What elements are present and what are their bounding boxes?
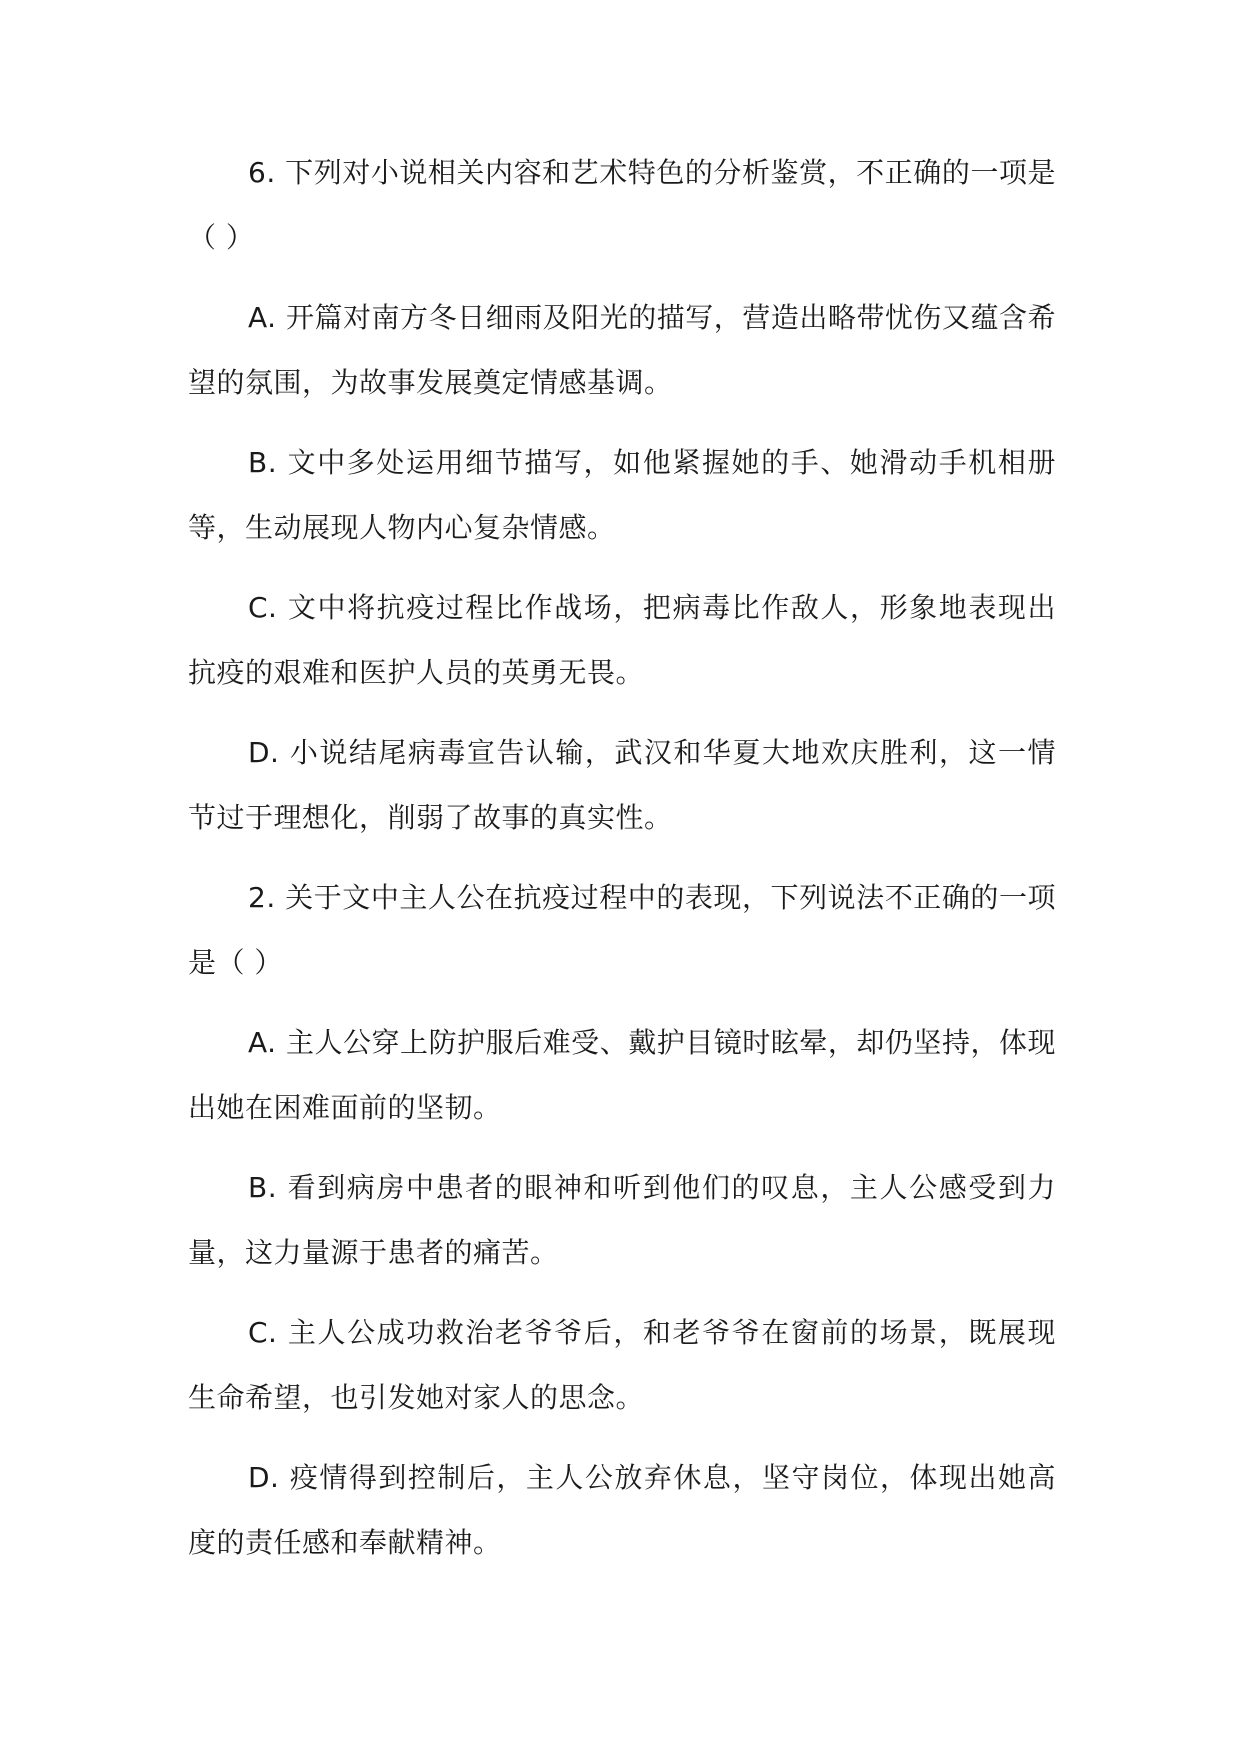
question-6-option-c: C. 文中将抗疫过程比作战场，把病毒比作敌人，形象地表现出抗疫的艰难和医护人员的英勇无畏。 xyxy=(188,591,1056,689)
question-6-option-d: D. 小说结尾病毒宣告认输，武汉和华夏大地欢庆胜利，这一情节过于理想化，削弱了故事的真实性。 xyxy=(188,736,1056,834)
question-2-option-b: B. 看到病房中患者的眼神和听到他们的叹息，主人公感受到力量，这力量源于患者的痛苦。 xyxy=(188,1171,1056,1269)
question-2-option-a: A. 主人公穿上防护服后难受、戴护目镜时眩晕，却仍坚持，体现出她在困难面前的坚韧。 xyxy=(188,1026,1056,1124)
document-page xyxy=(188,140,1056,1590)
question-2-option-d: D. 疫情得到控制后，主人公放弃休息，坚守岗位，体现出她高度的责任感和奉献精神。 xyxy=(188,1461,1056,1559)
question-6-stem: 6. 下列对小说相关内容和艺术特色的分析鉴赏，不正确的一项是（ ） xyxy=(188,156,1056,254)
question-6-option-b: B. 文中多处运用细节描写，如他紧握她的手、她滑动手机相册等，生动展现人物内心复杂情感。 xyxy=(188,446,1056,544)
question-6-option-a: A. 开篇对南方冬日细雨及阳光的描写，营造出略带忧伤又蕴含希望的氛围，为故事发展奠定情感基调。 xyxy=(188,301,1056,399)
question-2 xyxy=(188,865,1056,1575)
question-2-option-c: C. 主人公成功救治老爷爷后，和老爷爷在窗前的场景，既展现生命希望，也引发她对家人的思念。 xyxy=(188,1316,1056,1414)
question-2-stem: 2. 关于文中主人公在抗疫过程中的表现，下列说法不正确的一项是（ ） xyxy=(188,881,1056,979)
question-6 xyxy=(188,140,1056,850)
